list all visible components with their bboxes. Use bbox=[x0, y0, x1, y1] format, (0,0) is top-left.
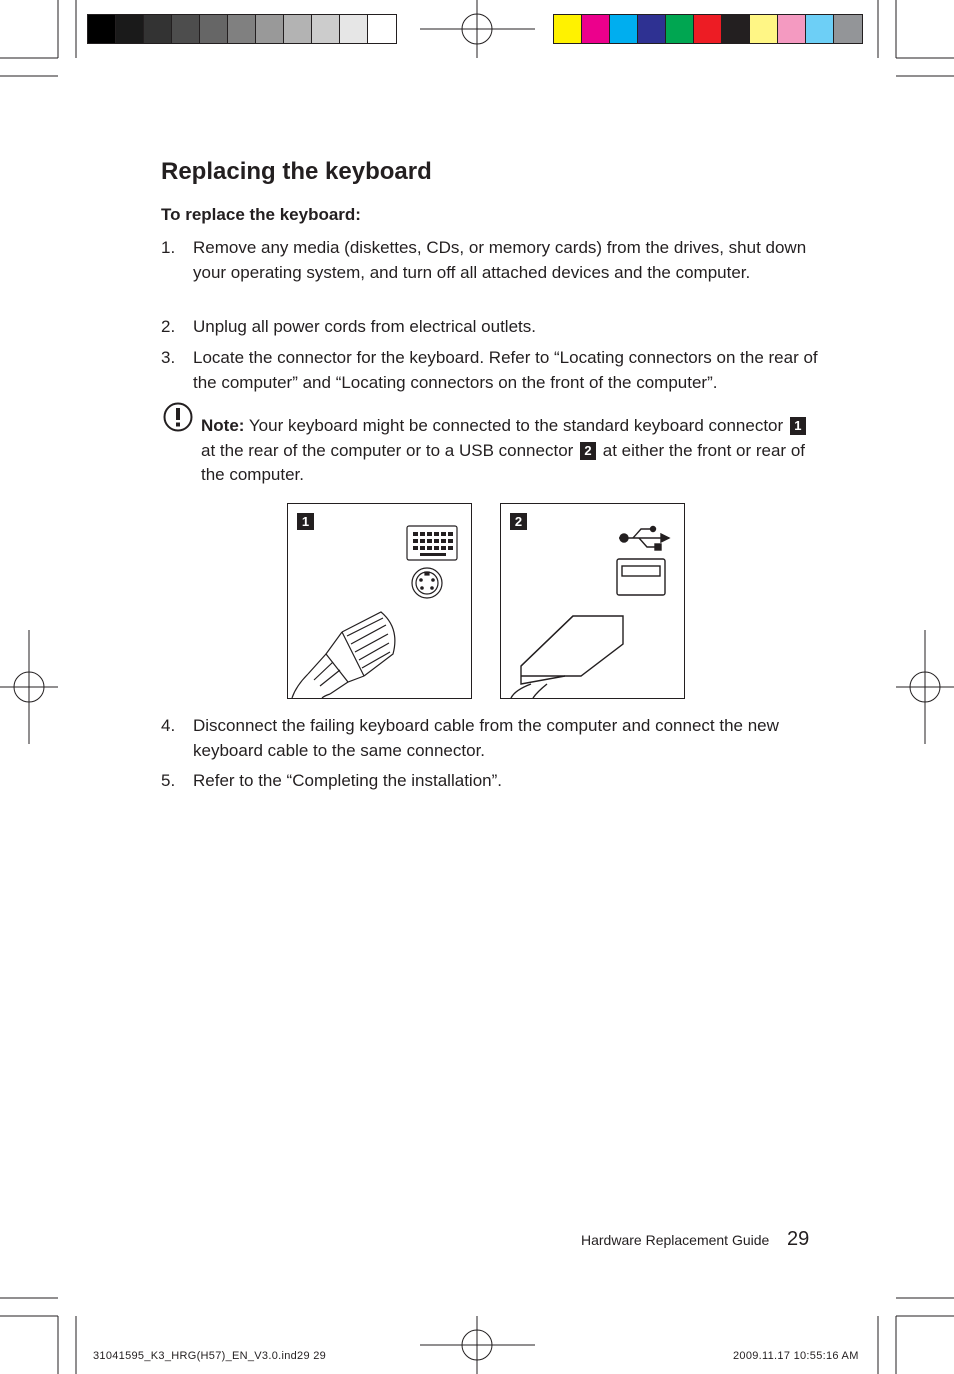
step-3 bbox=[161, 346, 821, 395]
color-swatch bbox=[88, 15, 116, 43]
step-text: Locate the connector for the keyboard. Refer to “Locating connectors on the rear of the computer” and “Locating connectors on the front of the computer”. bbox=[193, 348, 818, 392]
step-text: Refer to the “Completing the installation”. bbox=[193, 771, 502, 790]
step-number: 3. bbox=[161, 348, 176, 367]
color-swatch bbox=[806, 15, 834, 43]
callout-badge: 1 bbox=[790, 417, 806, 435]
note-label: Note: bbox=[201, 416, 245, 435]
step-5 bbox=[161, 769, 821, 794]
attention-icon bbox=[163, 402, 193, 432]
slug-filename: 31041595_K3_HRG(H57)_EN_V3.0.ind29 29 bbox=[93, 1350, 327, 1362]
color-swatch bbox=[228, 15, 256, 43]
step-number: 4. bbox=[161, 716, 176, 735]
color-swatch bbox=[694, 15, 722, 43]
color-swatch bbox=[638, 15, 666, 43]
callout-badge: 2 bbox=[580, 442, 596, 460]
color-swatch bbox=[368, 15, 396, 43]
step-number: 5. bbox=[161, 771, 176, 790]
figure-keyboard-connector bbox=[287, 503, 472, 699]
color-swatch bbox=[554, 15, 582, 43]
color-bar bbox=[553, 14, 863, 44]
step-4 bbox=[161, 714, 821, 763]
color-swatch bbox=[582, 15, 610, 43]
figure-tag: 1 bbox=[297, 513, 314, 530]
note-text: at either the front or rear of the computer. bbox=[201, 440, 805, 484]
color-swatch bbox=[340, 15, 368, 43]
color-swatch bbox=[610, 15, 638, 43]
color-swatch bbox=[778, 15, 806, 43]
usb-connector-icon bbox=[501, 504, 684, 698]
note-block bbox=[201, 414, 821, 488]
color-swatch bbox=[172, 15, 200, 43]
color-swatch bbox=[666, 15, 694, 43]
step-1 bbox=[161, 236, 821, 285]
step-number: 2. bbox=[161, 317, 176, 336]
step-text: Disconnect the failing keyboard cable from the computer and connect the new keyboard cable to the same connector. bbox=[193, 716, 779, 760]
color-swatch bbox=[722, 15, 750, 43]
grayscale-bar bbox=[87, 14, 397, 44]
step-number: 1. bbox=[161, 238, 176, 257]
step-text: Unplug all power cords from electrical outlets. bbox=[193, 317, 536, 336]
color-swatch bbox=[256, 15, 284, 43]
color-swatch bbox=[284, 15, 312, 43]
step-text: Remove any media (diskettes, CDs, or memory cards) from the drives, shut down your operating system, and turn off all attached devices and the computer. bbox=[193, 238, 807, 282]
footer-guide-title: Hardware Replacement Guide bbox=[581, 1232, 770, 1248]
page-number: 29 bbox=[787, 1228, 810, 1250]
color-swatch bbox=[200, 15, 228, 43]
step-2 bbox=[161, 315, 821, 340]
color-swatch bbox=[312, 15, 340, 43]
figure-usb-connector bbox=[500, 503, 685, 699]
slug-timestamp: 2009.11.17 10:55:16 AM bbox=[733, 1350, 859, 1362]
procedure-heading: To replace the keyboard: bbox=[161, 205, 361, 224]
color-swatch bbox=[750, 15, 778, 43]
color-swatch bbox=[144, 15, 172, 43]
color-swatch bbox=[834, 15, 862, 43]
color-swatch bbox=[116, 15, 144, 43]
figure-tag: 2 bbox=[510, 513, 527, 530]
note-text: Your keyboard might be connected to the standard keyboard connector bbox=[248, 416, 784, 435]
ps2-keyboard-connector-icon bbox=[288, 504, 471, 698]
page-title: Replacing the keyboard bbox=[161, 158, 432, 185]
note-text: at the rear of the computer or to a USB connector bbox=[201, 440, 574, 460]
